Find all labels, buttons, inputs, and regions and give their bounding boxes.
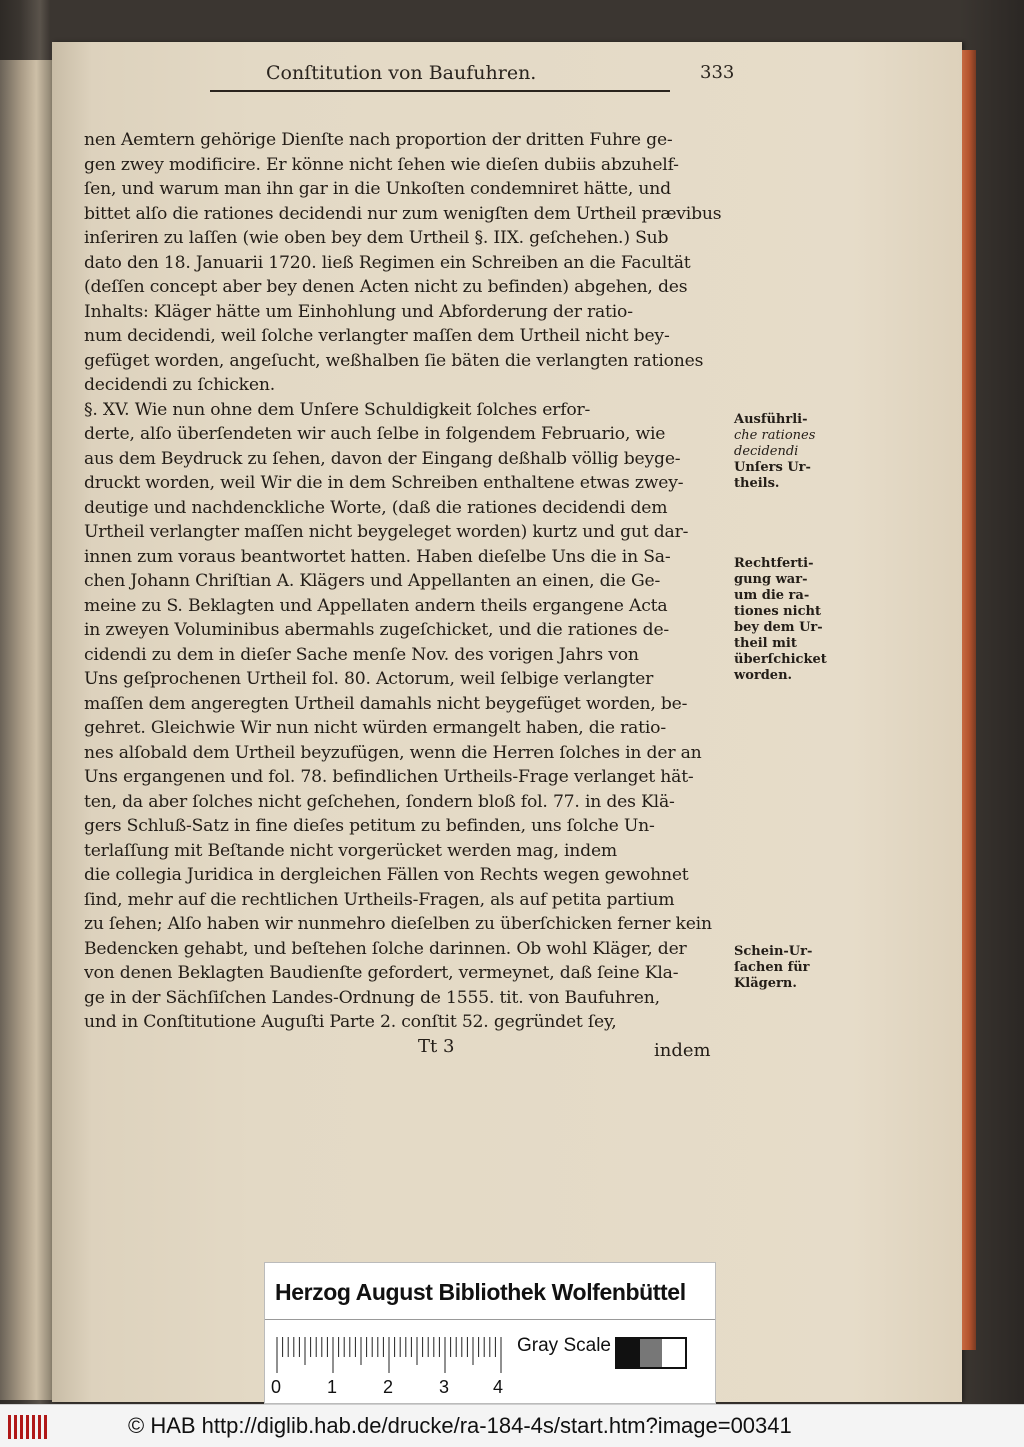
margin-note-line: ſachen für: [734, 960, 810, 975]
margin-note-line: theil mit: [734, 636, 797, 651]
text-line: von denen Beklagten Baudienſte gefordert, vermeynet, daß ſeine Kla-: [84, 963, 679, 983]
text-line: terlaſſung mit Beſtande nicht vorgerücket werden mag, indem: [84, 840, 618, 861]
text-line: bittet alſo die rationes decidendi nur zum wenigſten dem Urtheil prævibus: [84, 203, 722, 224]
running-head-text: Conſtitution von Baufuhren.: [266, 62, 537, 84]
text-line: die collegia Juridica in dergleichen Fällen von Rechts wegen gewohnet: [84, 865, 689, 885]
text-line: maſſen dem angeregten Urtheil damahls nicht beygefüget worden, be-: [84, 693, 688, 714]
margin-note-2: [734, 556, 826, 684]
text-line: gen zwey modificire. Er könne nicht ſehen wie dieſen dubiis abzuhelf-: [84, 154, 679, 175]
text-line: derte, alſo überſendeten wir auch ſelbe in folgendem Februario, wie: [84, 424, 666, 444]
card-rule: [265, 1319, 715, 1320]
text-line: Bedencken gehabt, und beſtehen ſolche darinnen. Ob wohl Kläger, der: [84, 938, 687, 959]
swatch-black: [617, 1339, 640, 1367]
margin-note-1: [734, 412, 826, 492]
signature-mark: Tt 3: [418, 1036, 455, 1057]
text-line: Uns geſprochenen Urtheil fol. 80. Actorum, weil ſelbige verlangter: [84, 669, 654, 689]
margin-note-line: Ausführli-: [734, 412, 808, 427]
text-line: aus dem Beydruck zu ſehen, davon der Eingang deßhalb völlig beyge-: [84, 448, 681, 469]
text-line: Inhalts: Kläger hätte um Einhohlung und Abforderung der ratio-: [84, 301, 633, 322]
swatch-white: [662, 1339, 685, 1367]
footer-bar: [0, 1404, 1024, 1447]
text-line: innen zum voraus beantwortet hatten. Haben dieſelbe Uns die in Sa-: [84, 546, 671, 567]
head-rule: [210, 90, 670, 92]
text-line: num decidendi, weil ſolche verlangter maſſen dem Urtheil nicht bey-: [84, 326, 670, 346]
ruler-number-3: 3: [439, 1377, 450, 1397]
text-line: in zweyen Voluminibus abermahls zugeſchicket, und die rationes de-: [84, 620, 670, 640]
text-line: zu ſehen; Alſo haben wir nunmehro dieſelben zu überſchicken ferner kein: [84, 914, 712, 934]
ruler-number-2: 2: [383, 1377, 394, 1397]
text-line: ten, da aber ſolches nicht geſchehen, ſondern bloß fol. 77. in des Klä-: [84, 791, 675, 812]
text-line: Uns ergangenen und fol. 78. befindlichen Urtheils-Frage verlanget hät-: [84, 767, 694, 787]
gray-scale-label: Gray Scale: [517, 1335, 611, 1356]
margin-note-line: tiones nicht: [734, 604, 821, 619]
text-line: dato den 18. Januarii 1720. ließ Regimen ein Schreiben an die Facultät: [84, 252, 691, 273]
margin-note-line: Rechtferti-: [734, 556, 814, 571]
margin-note-line: worden.: [734, 668, 793, 683]
text-line: druckt worden, weil Wir die in dem Schreiben enthaltene etwas zwey-: [84, 473, 684, 493]
margin-note-line: um die ra-: [734, 588, 810, 603]
text-line: inſeriren zu laſſen (wie oben bey dem Urtheil §. IIX. geſchehen.) Sub: [84, 228, 669, 248]
card-title: Herzog August Bibliothek Wolfenbüttel: [275, 1279, 686, 1305]
text-line: deutige und nachdenckliche Worte, (daß die rationes decidendi dem: [84, 497, 668, 518]
ruler-number-1: 1: [327, 1377, 338, 1397]
text-line: Urtheil verlangter maſſen nicht beygeleget worden) kurtz und gut dar-: [84, 522, 689, 542]
text-line: ſen, und warum man ihn gar in die Unkoſten condemniret hätte, und: [84, 179, 671, 199]
text-line: ſind, mehr auf die rechtlichen Urtheils-Fragen, als auf petita partium: [84, 889, 675, 910]
running-head: [210, 62, 670, 84]
facing-page-edge: [0, 60, 52, 1400]
swatch-gray: [640, 1339, 663, 1367]
ruler: [275, 1333, 515, 1377]
margin-note-line: Schein-Ur-: [734, 944, 813, 959]
ruler-number-4: 4: [493, 1377, 504, 1397]
gray-scale-swatches: [615, 1337, 687, 1369]
margin-note-line: Klägern.: [734, 976, 797, 991]
text-line: ge in der Sächſiſchen Landes-Ordnung de 1555. tit. von Baufuhren,: [84, 987, 660, 1008]
text-line: nen Aemtern gehörige Dienſte nach proportion der dritten Fuhre ge-: [84, 130, 673, 150]
page-fore-edge: [962, 50, 976, 1350]
text-line: §. XV. Wie nun ohne dem Unſere Schuldigkeit ſolches erfor-: [84, 399, 591, 420]
margin-note-3: [734, 944, 826, 992]
margin-note-line: theils.: [734, 476, 780, 491]
text-line: decidendi zu ſchicken.: [84, 375, 275, 395]
body-text: [84, 128, 724, 1035]
text-line: gefüget worden, angeſucht, weßhalben ſie bäten die verlangten rationes: [84, 350, 704, 371]
text-line: meine zu S. Beklagten und Appellaten andern theils ergangene Acta: [84, 595, 668, 616]
margin-note-line: bey dem Ur-: [734, 620, 823, 635]
margin-note-line: decidendi: [734, 444, 799, 459]
text-line: gehret. Gleichwie Wir nun nicht würden ermangelt haben, die ratio-: [84, 718, 666, 738]
hab-logo-icon: [8, 1415, 48, 1439]
text-line: chen Johann Chriſtian A. Klägers und Appellanten an einen, die Ge-: [84, 571, 661, 591]
margin-note-line: gung war-: [734, 572, 808, 587]
text-line: (deſſen concept aber bey denen Acten nicht zu befinden) abgehen, des: [84, 277, 688, 297]
footer-copyright-link[interactable]: © HAB http://diglib.hab.de/drucke/ra-184-4s/start.htm?image=00341: [128, 1413, 792, 1438]
margin-note-line: überſchicket: [734, 652, 827, 667]
margin-note-line: Unſers Ur-: [734, 460, 811, 475]
page-number: 333: [700, 62, 735, 83]
margin-note-line: che rationes: [734, 428, 816, 443]
text-line: gers Schluß-Satz in fine dieſes petitum zu befinden, uns ſolche Un-: [84, 816, 655, 836]
text-line: cidendi zu dem in dieſer Sache menſe Nov. des vorigen Jahrs von: [84, 644, 639, 665]
catchword: indem: [654, 1040, 711, 1061]
text-line: und in Conſtitutione Auguſti Parte 2. conſtit 52. gegründet ſey,: [84, 1012, 617, 1032]
text-line: nes alſobald dem Urtheil beyzufügen, wenn die Herren ſolches in der an: [84, 742, 702, 763]
hab-reference-card-main: [264, 1262, 716, 1404]
ruler-number-0: 0: [271, 1377, 282, 1397]
